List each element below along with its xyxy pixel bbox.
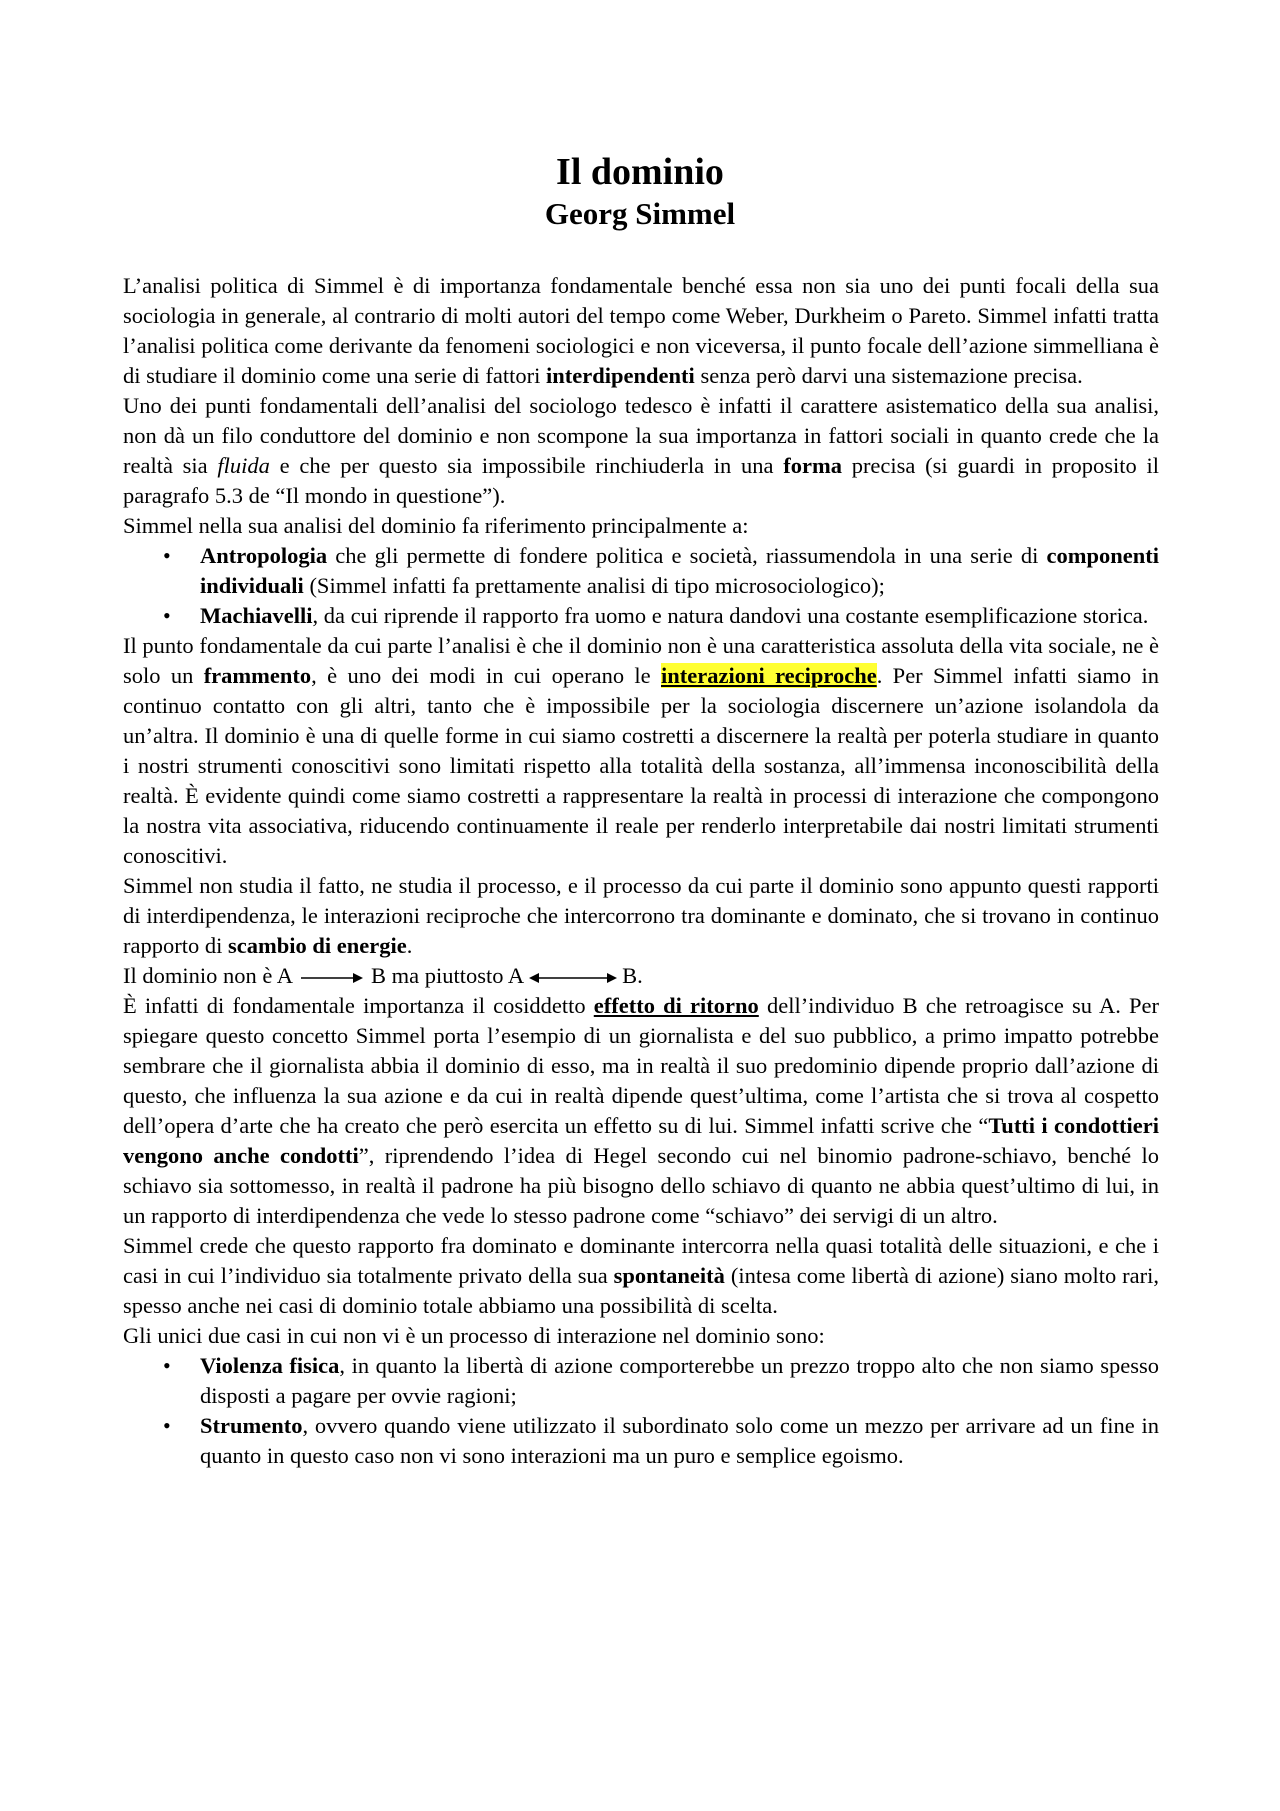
bullet-list-references: [123, 541, 1159, 631]
paragraph-4: [123, 631, 1159, 871]
paragraph-8: [123, 1231, 1159, 1321]
right-arrow-icon: [297, 971, 365, 985]
document-subtitle: Georg Simmel: [544, 196, 736, 231]
paragraph-2: [123, 391, 1159, 511]
text-run: , da cui riprende il rapporto fra uomo e natura dandovi una costante esemplificazione storica.: [312, 603, 1149, 628]
italic-term: fluida: [217, 453, 270, 478]
text-run: , in quanto la libertà di azione comporterebbe un prezzo troppo alto che non siamo spesso disposti a pagare per ovvie ragioni;: [200, 1353, 1159, 1408]
paragraph-3: Simmel nella sua analisi del dominio fa riferimento principalmente a:: [123, 513, 749, 538]
paragraph-9: Gli unici due casi in cui non vi è un processo di interazione nel dominio sono:: [123, 1323, 825, 1348]
text-run: È infatti di fondamentale importanza il cosiddetto: [123, 993, 594, 1018]
bold-term: Machiavelli: [200, 603, 313, 628]
text-run: B ma piuttosto A: [371, 963, 523, 988]
bullet-list-exceptions: [123, 1351, 1159, 1471]
text-run: che gli permette di fondere politica e società, riassumendola in una serie di: [327, 543, 1047, 568]
document-title: Il dominio: [556, 151, 724, 193]
bullet-icon: •: [163, 1413, 171, 1438]
underlined-term: effetto di ritorno: [593, 993, 759, 1018]
bold-term: componenti individuali: [200, 543, 1159, 598]
text-run: B.: [622, 963, 643, 988]
bold-term: Violenza fisica: [200, 1353, 340, 1378]
list-item: [163, 1351, 1159, 1411]
highlighted-term: interazioni reciproche: [661, 663, 877, 688]
bold-term: spontaneità: [613, 1263, 725, 1288]
paragraph-1: [123, 271, 1159, 391]
double-arrow-icon: [529, 971, 617, 985]
text-run: senza però darvi una sistemazione precisa.: [694, 363, 1083, 388]
text-run: .: [406, 933, 413, 958]
bullet-icon: •: [163, 603, 171, 628]
bold-term: forma: [783, 453, 842, 478]
text-run: L’analisi politica di Simmel è di importanza fondamentale benché essa non sia uno dei punti focali della sua sociologia in generale, al contrario di molti autori del tempo come Weber, Durkheim o Pareto. Simmel infatti tratta l’analisi politica come derivante da fenomeni sociologici e non viceversa, il punto focale dell’azione simmelliana è di studiare il dominio come una serie di fattori: [123, 273, 1159, 388]
text-run: Il dominio non è A: [123, 963, 292, 988]
list-item: [163, 601, 1159, 631]
text-run: Simmel non studia il fatto, ne studia il processo, e il processo da cui parte il dominio sono appunto questi rapporti di interdipendenza, le interazioni reciproche che intercorrono tra dominante e dominato, che si trovano in continuo rapporto di: [123, 873, 1159, 958]
paragraph-6: [123, 961, 1159, 991]
bold-term: frammento: [203, 663, 312, 688]
text-run: Il punto fondamentale da cui parte l’analisi è che il dominio non è una caratteristica assoluta della vita sociale, ne è solo un: [123, 633, 1159, 688]
bold-term: Strumento: [200, 1413, 303, 1438]
bold-term: Antropologia: [200, 543, 328, 568]
bold-quote: Tutti i condottieri vengono anche condotti: [123, 1113, 1159, 1168]
text-run: precisa (si guardi in proposito il paragrafo 5.3 de “Il mondo in questione”).: [123, 453, 1159, 508]
text-run: . Per Simmel infatti siamo in continuo contatto con gli altri, tanto che è impossibile per la sociologia discernere un’azione isolandola da un’altra. Il dominio è una di quelle forme in cui siamo costretti a discernere la realtà per poterla studiare in quanto i nostri strumenti conoscitivi sono limitati rispetto alla totalità della sostanza, all’immensa inconoscibilità della realtà. È evidente quindi come siamo costretti a rappresentare la realtà in processi di interazione che compongono la nostra vita associativa, riducendo continuamente il reale per renderlo interpretabile dai nostri limitati strumenti conoscitivi.: [123, 663, 1160, 868]
bold-term: interdipendenti: [546, 363, 695, 388]
text-run: , ovvero quando viene utilizzato il subordinato solo come un mezzo per arrivare ad un fine in quanto in questo caso non vi sono interazioni ma un puro e semplice egoismo.: [200, 1413, 1159, 1468]
text-run: (intesa come libertà di azione) siano molto rari, spesso anche nei casi di dominio totale abbiamo una possibilità di scelta.: [123, 1263, 1159, 1318]
text-run: e che per questo sia impossibile rinchiuderla in una: [269, 453, 784, 478]
text-run: dell’individuo B che retroagisce su A. Per spiegare questo concetto Simmel porta l’esempio di un giornalista e del suo pubblico, a primo impatto potrebbe sembrare che il giornalista abbia il dominio di esso, ma in realtà il suo predominio dipende proprio dall’azione di questo, che influenza la sua azione e da cui in realtà dipende quest’ultima, come l’artista che si trova al cospetto dell’opera d’arte che ha creato che però esercita un effetto su di lui. Simmel infatti scrive che “: [123, 993, 1159, 1138]
text-run: Uno dei punti fondamentali dell’analisi del sociologo tedesco è infatti il carattere asistematico della sua analisi, non dà un filo conduttore del dominio e non scompone la sua importanza in fattori sociali in quanto crede che la realtà sia: [123, 393, 1159, 478]
list-item: [163, 541, 1159, 601]
text-run: (Simmel infatti fa prettamente analisi di tipo microsociologico);: [303, 573, 885, 598]
bold-term: scambio di energie: [227, 933, 407, 958]
paragraph-5: [123, 871, 1159, 961]
text-run: , è uno dei modi in cui operano le: [311, 663, 661, 688]
list-item: [163, 1411, 1159, 1471]
bullet-icon: •: [163, 1353, 171, 1378]
text-run: Simmel crede che questo rapporto fra dominato e dominante intercorra nella quasi totalità delle situazioni, e che i casi in cui l’individuo sia totalmente privato della sua: [123, 1233, 1159, 1288]
document-body: [123, 271, 1159, 1471]
bullet-icon: •: [163, 543, 171, 568]
title-block: [0, 150, 1280, 234]
text-run: ”, riprendendo l’idea di Hegel secondo cui nel binomio padrone-schiavo, benché lo schiavo sia sottomesso, in realtà il padrone ha più bisogno dello schiavo di quanto ne abbia quest’ultimo di lui, in un rapporto di interdipendenza che vede lo stesso padrone come “schiavo” dei servigi di un altro.: [123, 1143, 1159, 1228]
paragraph-7: [123, 991, 1159, 1231]
